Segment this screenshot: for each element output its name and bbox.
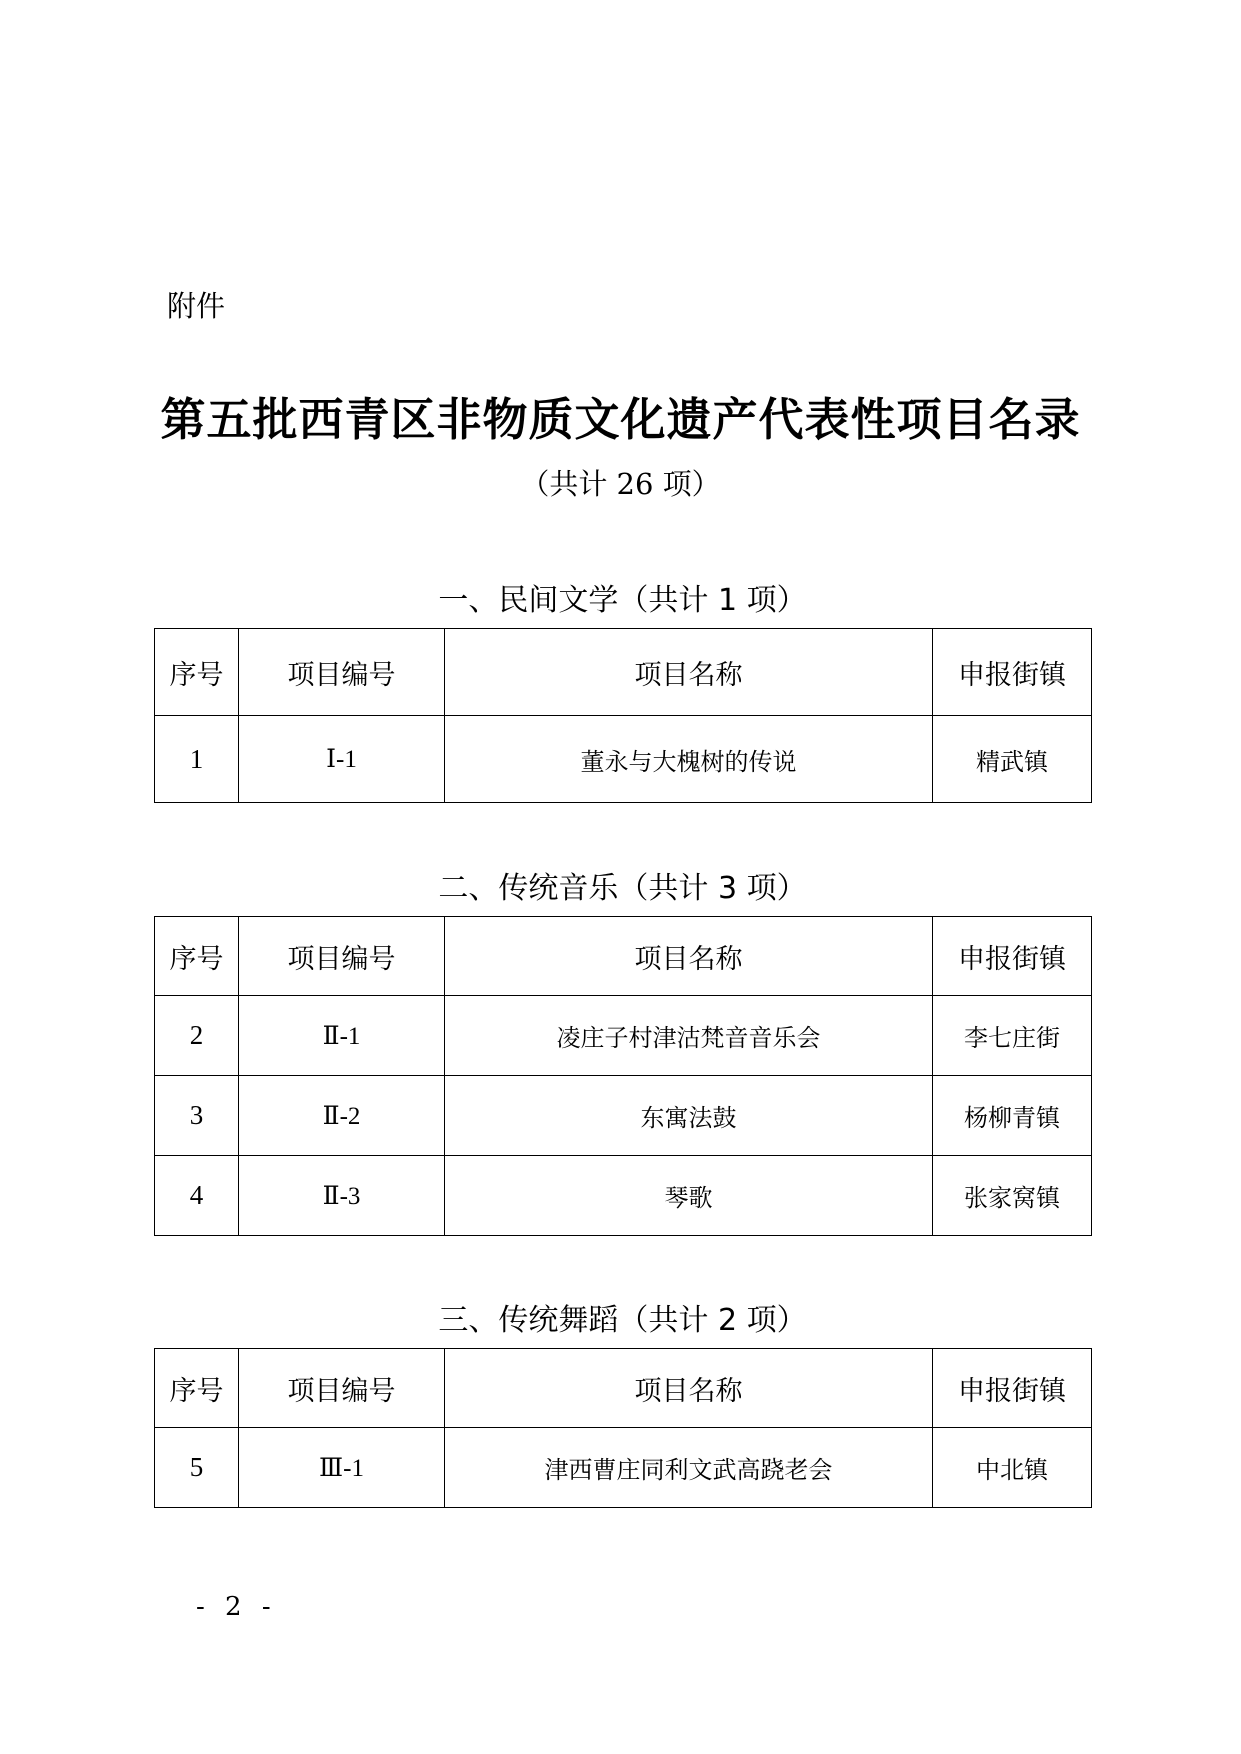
- table-header-row: [155, 1349, 1092, 1428]
- section-traditional-music: [154, 870, 1091, 1236]
- table-row: [155, 1428, 1092, 1508]
- cell-code: Ⅱ-3: [239, 1156, 445, 1236]
- items-table: [154, 1348, 1092, 1508]
- header-district: 申报街镇: [933, 917, 1092, 996]
- page-number: - 2 -: [196, 1592, 277, 1622]
- cell-name: 东寓法鼓: [445, 1076, 933, 1156]
- cell-district: 精武镇: [933, 716, 1092, 803]
- cell-name: 琴歌: [445, 1156, 933, 1236]
- cell-name: 凌庄子村津沽梵音音乐会: [445, 996, 933, 1076]
- section-folk-literature: [154, 582, 1091, 803]
- header-index: 序号: [155, 629, 239, 716]
- cell-code: Ⅲ-1: [239, 1428, 445, 1508]
- cell-district: 张家窝镇: [933, 1156, 1092, 1236]
- header-name: 项目名称: [445, 917, 933, 996]
- section-heading: 二、传统音乐（共计 3 项）: [438, 871, 807, 906]
- cell-district: 杨柳青镇: [933, 1076, 1092, 1156]
- table-header-row: [155, 629, 1092, 716]
- header-code: 项目编号: [239, 629, 445, 716]
- table-header-row: [155, 917, 1092, 996]
- header-index: 序号: [155, 1349, 239, 1428]
- header-code: 项目编号: [239, 917, 445, 996]
- header-code: 项目编号: [239, 1349, 445, 1428]
- cell-index: 1: [155, 716, 239, 803]
- header-district: 申报街镇: [933, 629, 1092, 716]
- cell-index: 3: [155, 1076, 239, 1156]
- section-heading: 一、民间文学（共计 1 项）: [438, 583, 807, 618]
- section-traditional-dance: [154, 1302, 1091, 1508]
- cell-index: 5: [155, 1428, 239, 1508]
- table-row: [155, 1076, 1092, 1156]
- items-table: [154, 916, 1092, 1236]
- cell-code: Ⅱ-1: [239, 996, 445, 1076]
- cell-name: 津西曹庄同利文武高跷老会: [445, 1428, 933, 1508]
- document-subtitle: （共计 26 项）: [520, 467, 721, 501]
- table-row: [155, 716, 1092, 803]
- section-heading: 三、传统舞蹈（共计 2 项）: [438, 1303, 807, 1338]
- document-title: 第五批西青区非物质文化遗产代表性项目名录: [160, 393, 1081, 446]
- cell-code: Ⅰ-1: [239, 716, 445, 803]
- cell-name: 董永与大槐树的传说: [445, 716, 933, 803]
- cell-index: 4: [155, 1156, 239, 1236]
- items-table: [154, 628, 1092, 803]
- attachment-label: 附件: [167, 289, 226, 323]
- cell-code: Ⅱ-2: [239, 1076, 445, 1156]
- table-row: [155, 1156, 1092, 1236]
- cell-index: 2: [155, 996, 239, 1076]
- table-row: [155, 996, 1092, 1076]
- header-name: 项目名称: [445, 629, 933, 716]
- header-district: 申报街镇: [933, 1349, 1092, 1428]
- cell-district: 李七庄街: [933, 996, 1092, 1076]
- cell-district: 中北镇: [933, 1428, 1092, 1508]
- header-name: 项目名称: [445, 1349, 933, 1428]
- header-index: 序号: [155, 917, 239, 996]
